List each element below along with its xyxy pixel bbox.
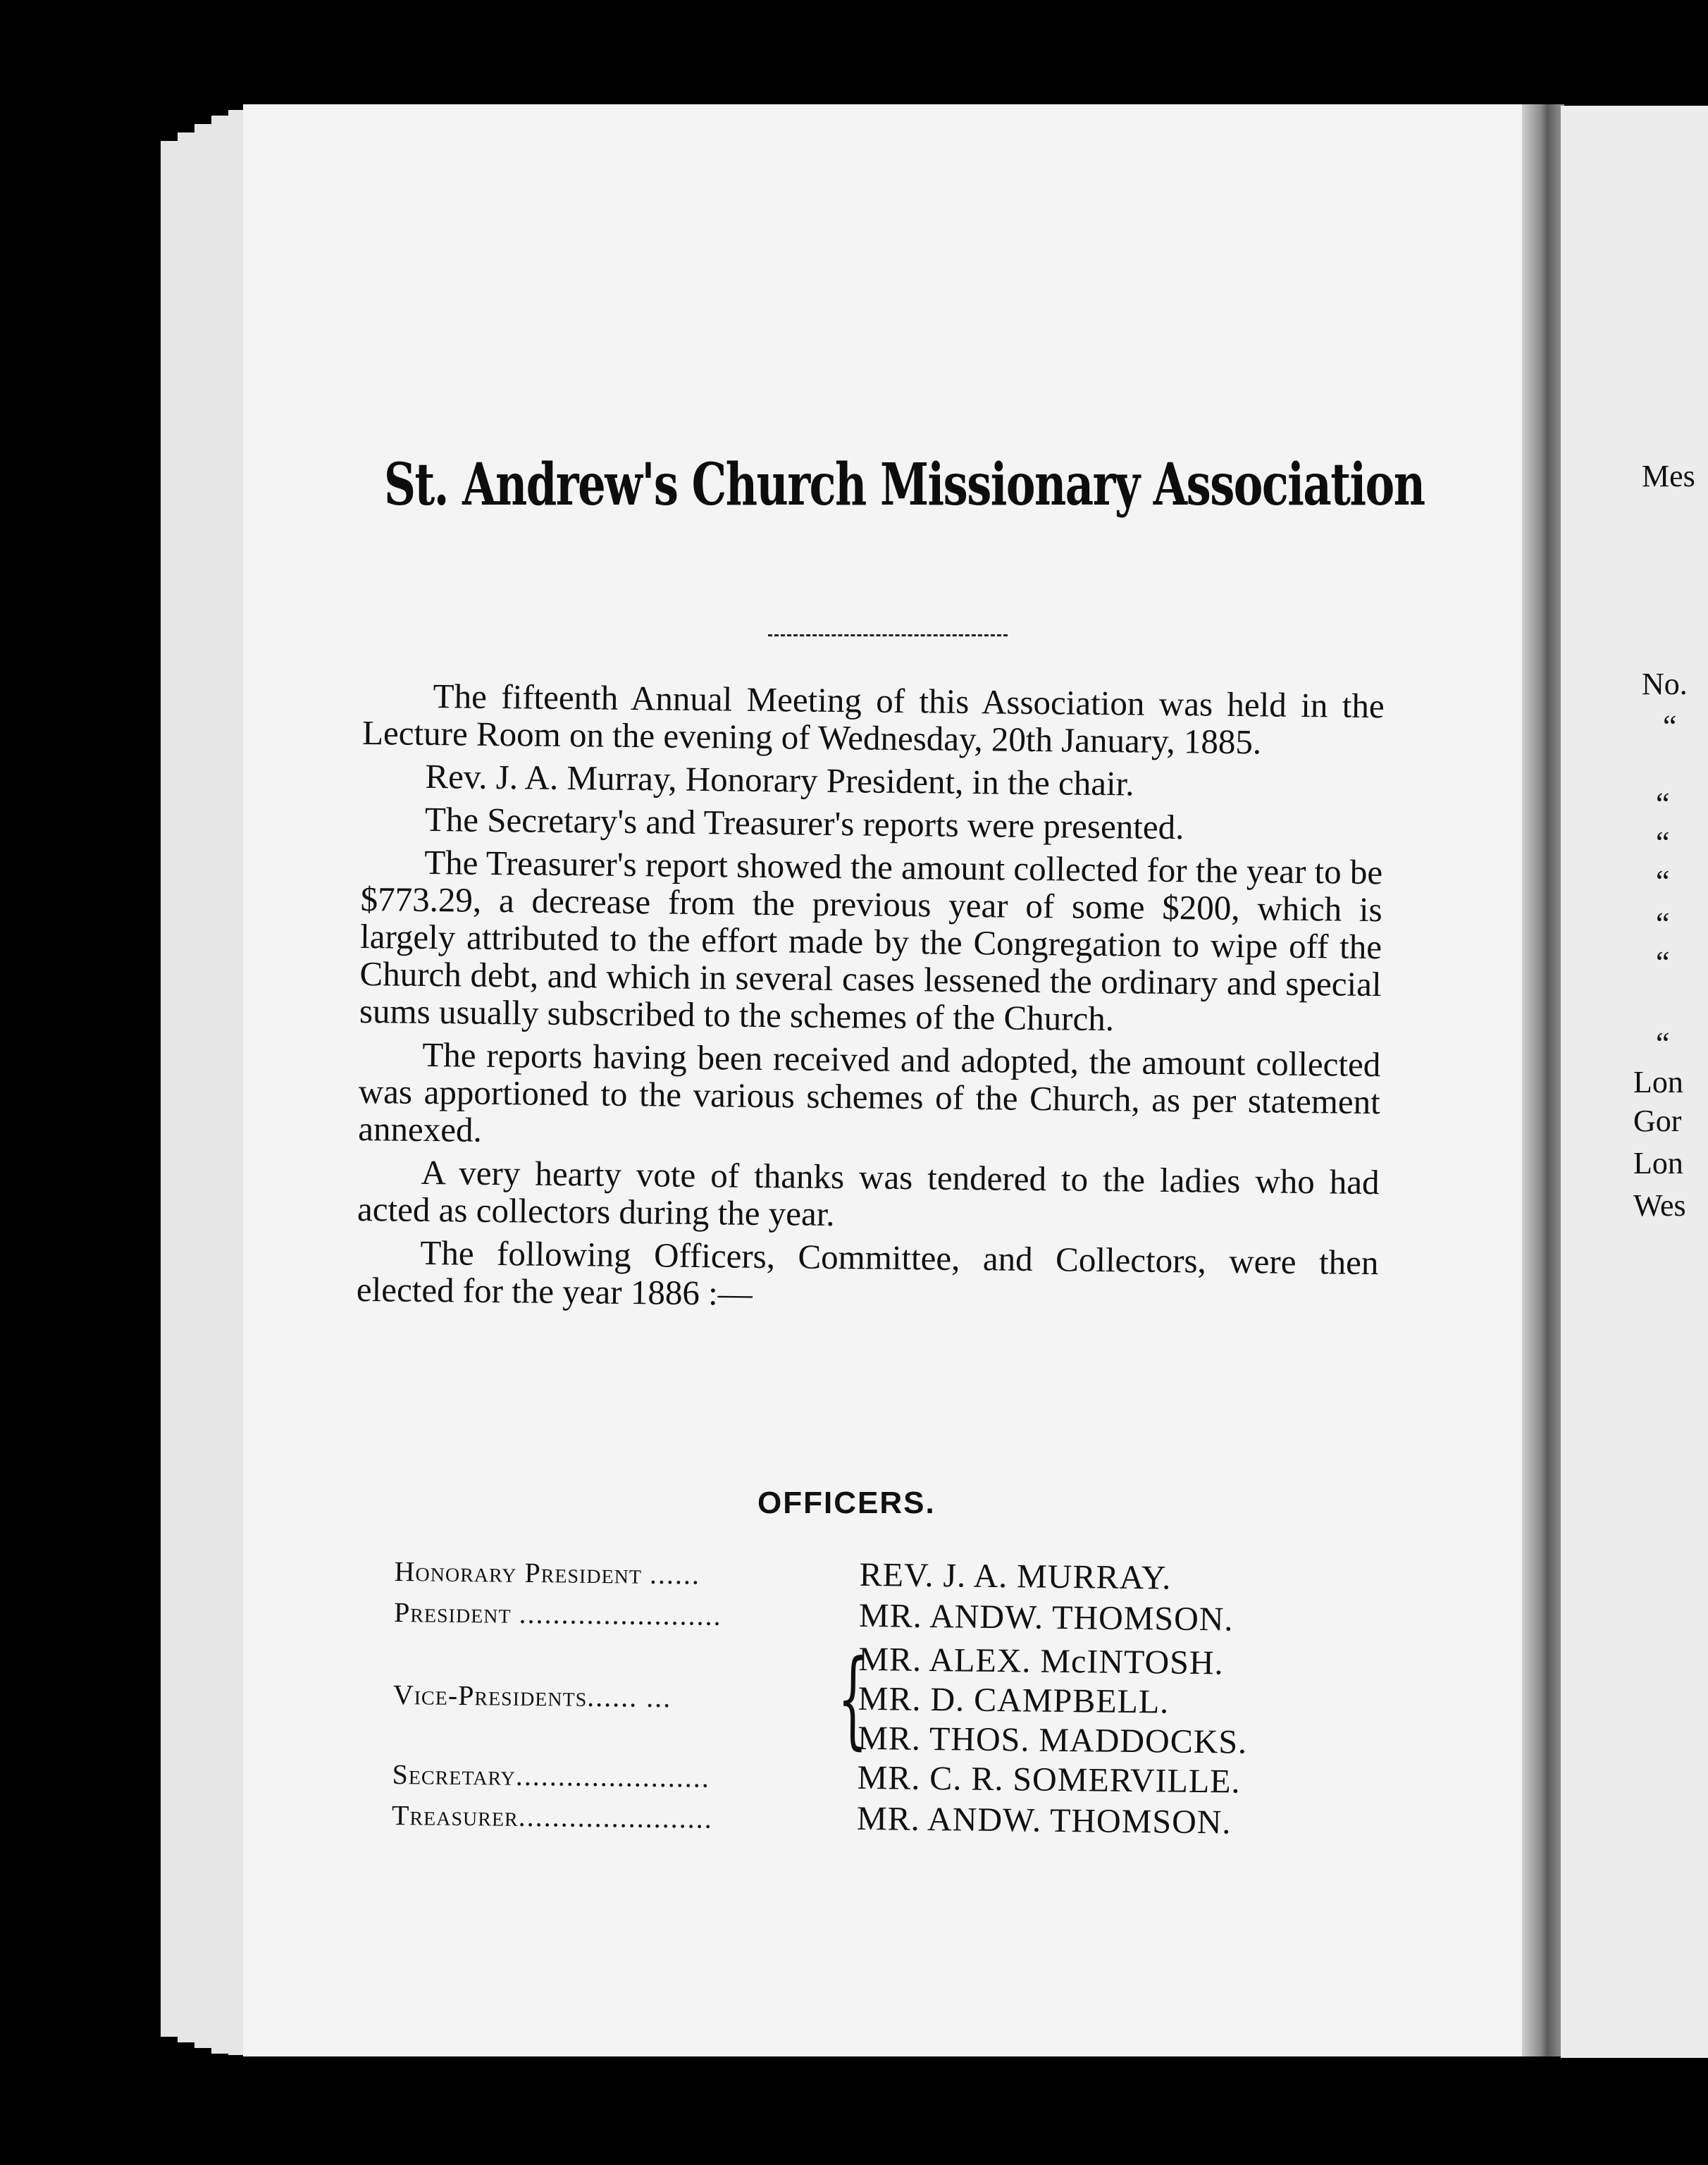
officer-name: MR. ANDW. THOMSON.	[856, 1799, 1232, 1842]
leader-dots: ...... ...	[587, 1680, 672, 1713]
ditto-mark: “	[1663, 709, 1677, 744]
ditto-mark: “	[1656, 864, 1670, 899]
paragraph: The fifteenth Annual Meeting of this Association was held in the Lecture Room on the evening of Wednesday, 20th January, 1885.	[361, 677, 1385, 762]
page-title: St. Andrew's Church Missionary Association	[384, 451, 1425, 519]
officer-role: Secretary	[392, 1758, 516, 1791]
ditto-mark: “	[1656, 825, 1670, 860]
officer-role: President	[393, 1596, 512, 1629]
officer-name: REV. J. A. MURRAY.	[859, 1555, 1172, 1597]
officer-name: MR. C. R. SOMERVILLE.	[857, 1758, 1241, 1801]
right-page-header: Mes	[1642, 459, 1695, 493]
officer-name: MR. THOS. MADDOCKS.	[857, 1719, 1248, 1761]
book-gutter	[1522, 104, 1564, 2056]
brace-icon: {	[836, 1637, 869, 1761]
vice-presidents-row	[392, 1635, 1394, 1764]
leader-dots: ........................	[519, 1597, 722, 1632]
officer-role: Vice-Presidents	[392, 1678, 588, 1713]
ditto-mark: “	[1656, 906, 1670, 941]
ditto-mark: “	[1656, 1026, 1670, 1061]
paragraph: The Treasurer's report showed the amount collected for the year to be $773.29, a decrease from the previous year of some $200, which is largely attributed to the effort made by the Congregation to wipe off the Church debt, and which in several cases lessened the ordinary and special sums usually subscribed to the schemes of the Church.	[359, 842, 1383, 1039]
leader-dots: .......................	[515, 1759, 711, 1794]
ditto-mark: “	[1656, 945, 1670, 980]
paragraph: The reports having been received and adopted, the amount collected was apportioned to the various schemes of the Church, as per statement annexed.	[357, 1035, 1381, 1149]
officer-name: MR. D. CAMPBELL.	[858, 1679, 1170, 1721]
officers-heading: OFFICERS.	[757, 1486, 936, 1520]
right-page-fragment: Wes	[1633, 1188, 1686, 1223]
officer-role: Honorary President	[394, 1555, 643, 1590]
paragraph: The following Officers, Committee, and Collectors, were then elected for the year 1886 :—	[356, 1233, 1379, 1313]
paragraph: The Secretary's and Treasurer's reports were presented.	[424, 799, 1184, 847]
officer-name: MR. ANDW. THOMSON.	[858, 1596, 1234, 1639]
leader-dots: .......................	[518, 1800, 713, 1834]
leader-dots: ......	[649, 1558, 701, 1591]
title-divider	[768, 634, 1008, 636]
officer-name: MR. ALEX. McINTOSH.	[858, 1640, 1224, 1682]
paragraph: Rev. J. A. Murray, Honorary President, in the chair.	[425, 756, 1134, 803]
right-page-fragment: Gor	[1633, 1104, 1682, 1138]
officers-list	[392, 1550, 1395, 1846]
officer-role: Treasurer	[391, 1799, 519, 1832]
meeting-report	[357, 677, 1385, 1324]
right-page-fragment: Lon	[1633, 1065, 1683, 1099]
ditto-mark: “	[1656, 787, 1670, 821]
paragraph: A very hearty vote of thanks was tendered to the ladies who had acted as collectors during the year.	[357, 1152, 1380, 1234]
vice-president-names	[858, 1640, 1249, 1763]
right-page-label: No.	[1642, 667, 1688, 701]
right-page-fragment: Lon	[1633, 1146, 1683, 1180]
